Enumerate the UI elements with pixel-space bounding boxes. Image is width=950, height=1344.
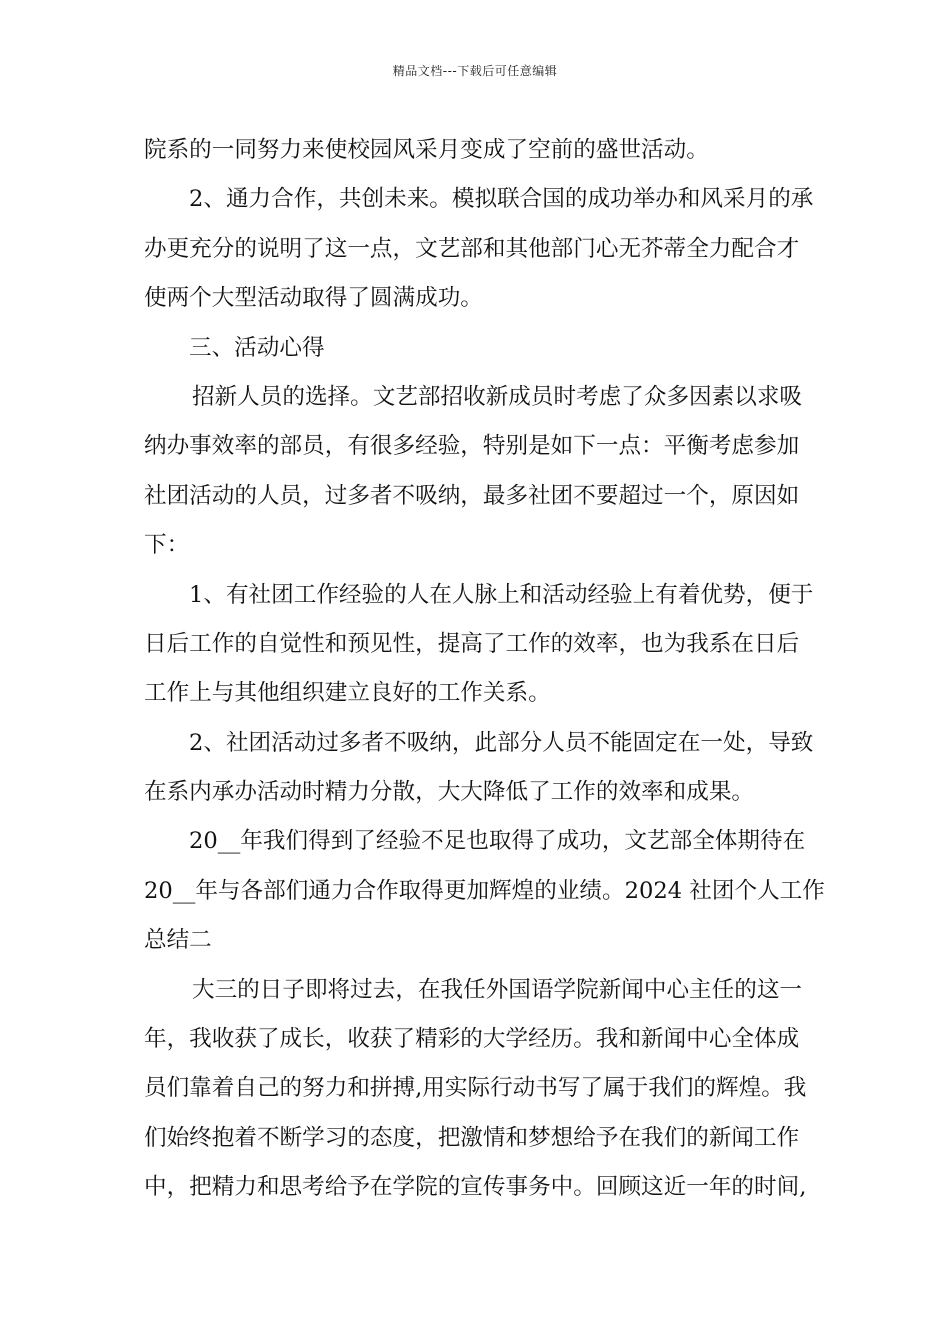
text-line: 使两个大型活动取得了圆满成功。 [144, 285, 483, 312]
text-line: 在系内承办活动时精力分散，大大降低了工作的效率和成果。 [144, 779, 755, 806]
text-line: 下： [144, 532, 190, 559]
text-line: 日后工作的自觉性和预见性，提高了工作的效率，也为我系在日后 [144, 630, 800, 657]
text-line: 20__年我们得到了经验不足也取得了成功，文艺部全体期待在 [189, 828, 806, 855]
text-line: 中，把精力和思考给予在学院的宣传事务中。回顾这近一年的时间, [144, 1174, 807, 1201]
text-line: 年，我收获了成长，收获了精彩的大学经历。我和新闻中心全体成 [144, 1026, 800, 1053]
text-line: 20__年与各部们通力合作取得更加辉煌的业绩。2024 社团个人工作 [144, 877, 825, 904]
text-line: 大三的日子即将过去，在我任外国语学院新闻中心主任的这一 [192, 976, 803, 1003]
text-line: 招新人员的选择。文艺部招收新成员时考虑了众多因素以求吸 [192, 383, 803, 410]
text-line: 总结二 [144, 927, 212, 954]
text-line: 们始终抱着不断学习的态度，把激情和梦想给予在我们的新闻工作 [144, 1124, 800, 1151]
page-header: 精品文档---下载后可任意编辑 [392, 64, 558, 78]
text-line: 2、社团活动过多者不吸纳，此部分人员不能固定在一处，导致 [189, 729, 814, 756]
text-line: 社团活动的人员，过多者不吸纳，最多社团不要超过一个，原因如 [144, 482, 800, 509]
text-line: 院系的一同努力来使校园风采月变成了空前的盛世活动。 [144, 137, 709, 163]
text-line: 1、有社团工作经验的人在人脉上和活动经验上有着优势，便于 [189, 581, 814, 608]
text-line: 纳办事效率的部员，有很多经验，特别是如下一点：平衡考虑参加 [144, 433, 800, 460]
document-body [144, 126, 825, 1213]
text-line: 2、通力合作，共创未来。模拟联合国的成功举办和风采月的承 [189, 186, 814, 213]
text-line: 办更充分的说明了这一点，文艺部和其他部门心无芥蒂全力配合才 [144, 235, 800, 262]
section-heading: 三、活动心得 [189, 334, 325, 361]
text-line: 员们靠着自己的努力和拼搏,用实际行动书写了属于我们的辉煌。我 [144, 1075, 807, 1102]
text-line: 工作上与其他组织建立良好的工作关系。 [144, 680, 551, 707]
